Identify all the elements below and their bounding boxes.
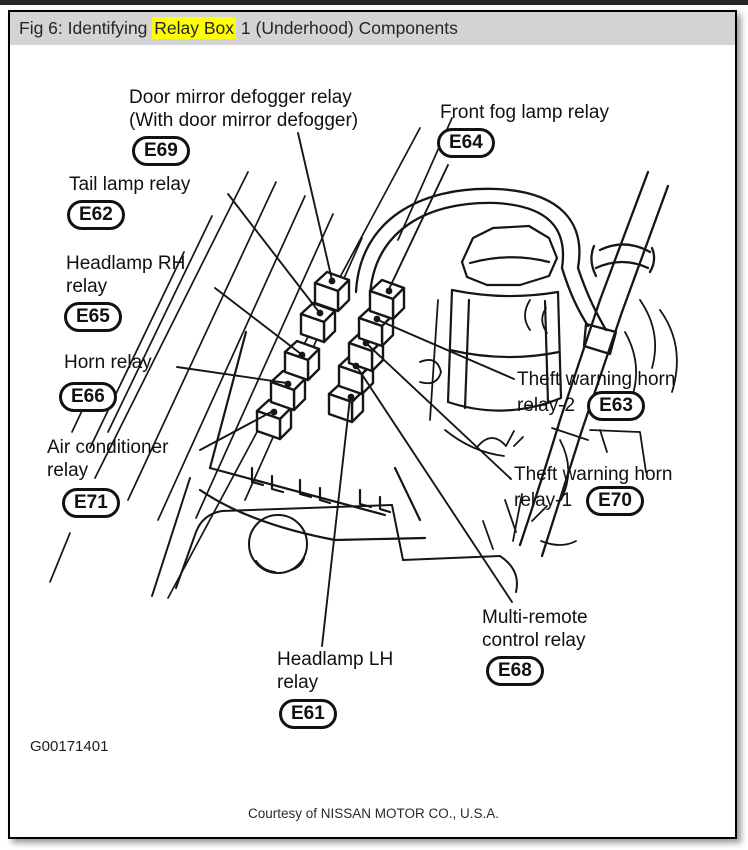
title-suffix: 1 (Underhood) Components [236, 18, 458, 38]
label-text: control relay [482, 630, 586, 651]
connector-badge-e69: E69 [132, 136, 190, 166]
label-air-conditioner-relay [47, 436, 168, 518]
label-text: Theft warning horn [517, 369, 676, 390]
label-front-fog-lamp-relay [440, 101, 609, 158]
label-theft-warning-horn-relay-2 [517, 368, 675, 421]
label-text: Horn relay [64, 352, 152, 373]
label-text: relay-1 [514, 490, 573, 511]
label-text: Front fog lamp relay [440, 102, 609, 123]
title-prefix: Fig 6: Identifying [19, 18, 153, 38]
label-text: Headlamp RH [66, 253, 186, 274]
connector-badge-e65: E65 [64, 302, 122, 332]
label-headlamp-lh-relay [277, 648, 393, 729]
connector-badge-e63: E63 [587, 391, 645, 421]
label-text: Multi-remote [482, 607, 588, 628]
figure-id-code: G00171401 [30, 738, 109, 755]
title-highlight: Relay Box [154, 18, 235, 38]
top-border-bar [0, 0, 748, 5]
connector-badge-e71: E71 [62, 488, 120, 518]
label-multi-remote-control-relay [482, 606, 588, 686]
label-door-mirror-defogger-relay [129, 86, 358, 166]
label-text: relay [277, 672, 319, 693]
label-text: Headlamp LH [277, 649, 394, 670]
label-horn-relay [64, 351, 152, 412]
label-headlamp-rh-relay [66, 252, 185, 332]
courtesy-note: Courtesy of NISSAN MOTOR CO., U.S.A. [247, 806, 500, 821]
connector-badge-e62: E62 [67, 200, 125, 230]
connector-badge-e61: E61 [279, 699, 337, 729]
label-text: Theft warning horn [514, 464, 673, 485]
label-text: (With door mirror defogger) [129, 110, 359, 131]
label-text: relay [66, 276, 108, 297]
label-text: relay-2 [517, 395, 576, 416]
label-theft-warning-horn-relay-1 [514, 463, 672, 516]
connector-badge-e64: E64 [437, 128, 495, 158]
figure-title-bar [10, 12, 735, 45]
label-text: Air conditioner [47, 437, 169, 458]
label-text: Tail lamp relay [69, 174, 191, 195]
connector-badge-e66: E66 [59, 382, 117, 412]
label-text: relay [47, 460, 89, 481]
connector-badge-e70: E70 [586, 486, 644, 516]
label-tail-lamp-relay [69, 173, 190, 230]
label-text: Door mirror defogger relay [129, 87, 352, 108]
connector-badge-e68: E68 [486, 656, 544, 686]
